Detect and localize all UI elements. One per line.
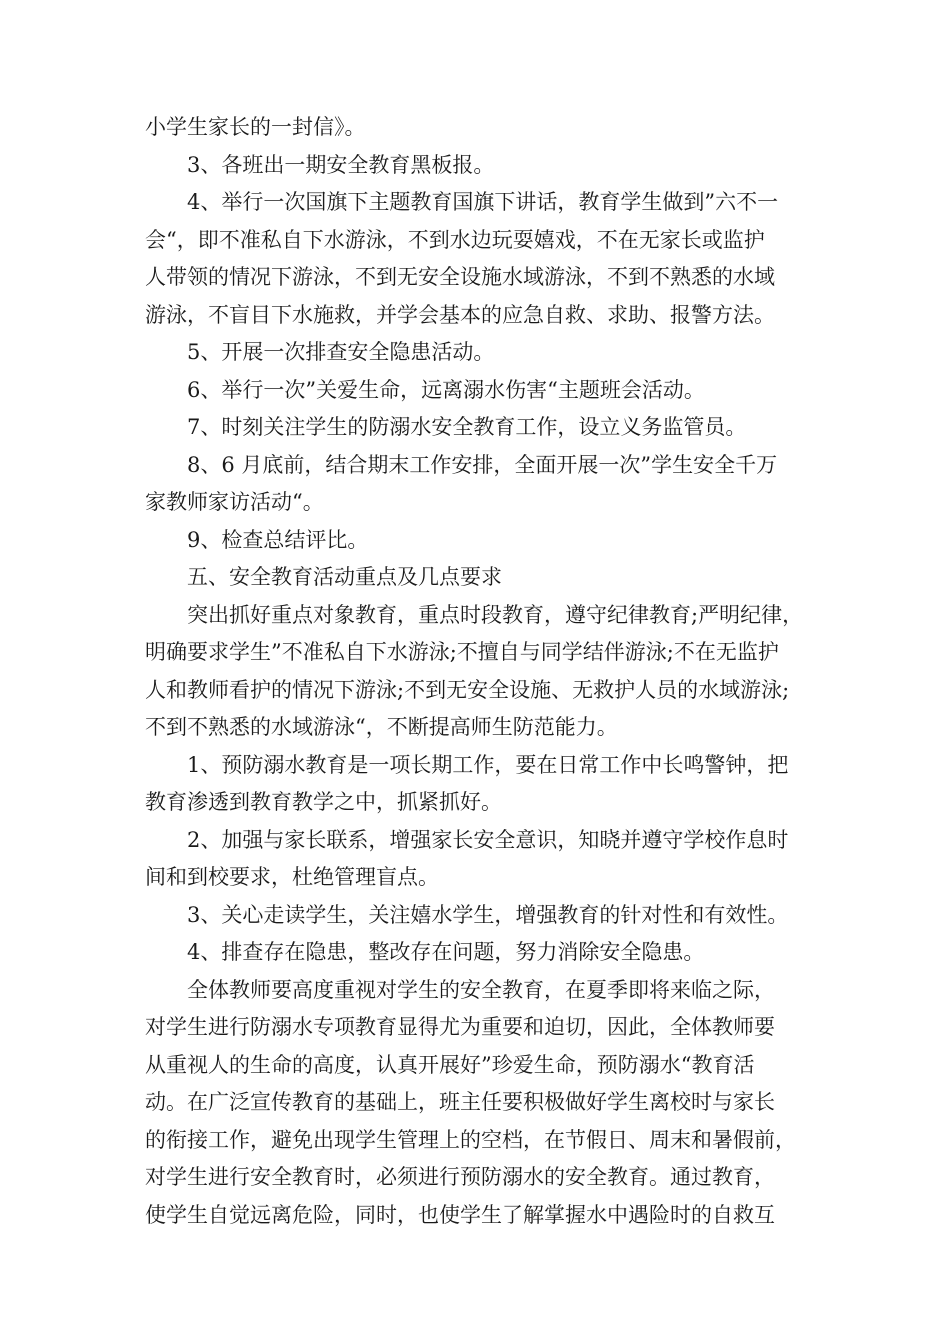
text-line: 5、开展一次排查安全隐患活动。 (187, 340, 495, 364)
text-line: 3、各班出一期安全教育黑板报。 (187, 152, 495, 177)
text-line: 8、6 月底前，结合期末工作安排，全面开展一次”学生安全千万 (187, 452, 778, 477)
text-line: 4、举行一次国旗下主题教育国旗下讲话，教育学生做到”六不一 (187, 190, 779, 214)
text-line: 教育渗透到教育教学之中，抓紧抓好。 (145, 790, 502, 814)
section-heading: 五、安全教育活动重点及几点要求 (187, 565, 502, 589)
text-line: 间和到校要求，杜绝管理盲点。 (145, 865, 439, 889)
text-line: 对学生进行防溺水专项教育显得尤为重要和迫切，因此，全体教师要 (145, 1015, 775, 1039)
text-line: 明确要求学生”不准私自下水游泳;不擅自与同学结伴游泳;不在无监护 (145, 640, 779, 664)
text-line: 会“，即不准私自下水游泳，不到水边玩耍嬉戏，不在无家长或监护 (145, 227, 765, 252)
text-line: 全体教师要高度重视对学生的安全教育，在夏季即将来临之际， (187, 977, 775, 1002)
text-line: 人和教师看护的情况下游泳;不到无安全设施、无救护人员的水域游泳; (145, 677, 790, 702)
text-line: 7、时刻关注学生的防溺水安全教育工作，设立义务监管员。 (187, 415, 747, 439)
text-line: 动。在广泛宣传教育的基础上，班主任要积极做好学生离校时与家长 (145, 1090, 775, 1114)
text-line: 小学生家长的一封信》。 (145, 115, 366, 139)
text-line: 人带领的情况下游泳，不到无安全设施水域游泳，不到不熟悉的水域 (145, 265, 775, 289)
text-line: 从重视人的生命的高度，认真开展好”珍爱生命，预防溺水“教育活 (145, 1052, 755, 1077)
text-line: 使学生自觉远离危险，同时，也使学生了解掌握水中遇险时的自救互 (145, 1202, 775, 1227)
text-line: 2、加强与家长联系，增强家长安全意识，知晓并遵守学校作息时 (187, 827, 789, 852)
text-line: 对学生进行安全教育时，必须进行预防溺水的安全教育。通过教育， (145, 1165, 775, 1189)
text-line: 游泳，不盲目下水施救，并学会基本的应急自救、求助、报警方法。 (145, 302, 775, 327)
text-line: 突出抓好重点对象教育，重点时段教育，遵守纪律教育;严明纪律， (187, 602, 804, 627)
text-line: 6、举行一次”关爱生命，远离溺水伤害“主题班会活动。 (187, 377, 705, 402)
text-line: 的衔接工作，避免出现学生管理上的空档，在节假日、周末和暑假前， (145, 1127, 796, 1152)
text-line: 3、关心走读学生，关注嬉水学生，增强教育的针对性和有效性。 (187, 902, 789, 927)
document-body (145, 109, 815, 1234)
text-line: 家教师家访活动“。 (145, 490, 324, 514)
text-line: 1、预防溺水教育是一项长期工作，要在日常工作中长鸣警钟，把 (187, 752, 789, 777)
text-line: 不到不熟悉的水域游泳“，不断提高师生防范能力。 (145, 715, 618, 739)
text-line: 9、检查总结评比。 (187, 527, 369, 552)
text-line: 4、排查存在隐患，整改存在问题，努力消除安全隐患。 (187, 940, 705, 964)
